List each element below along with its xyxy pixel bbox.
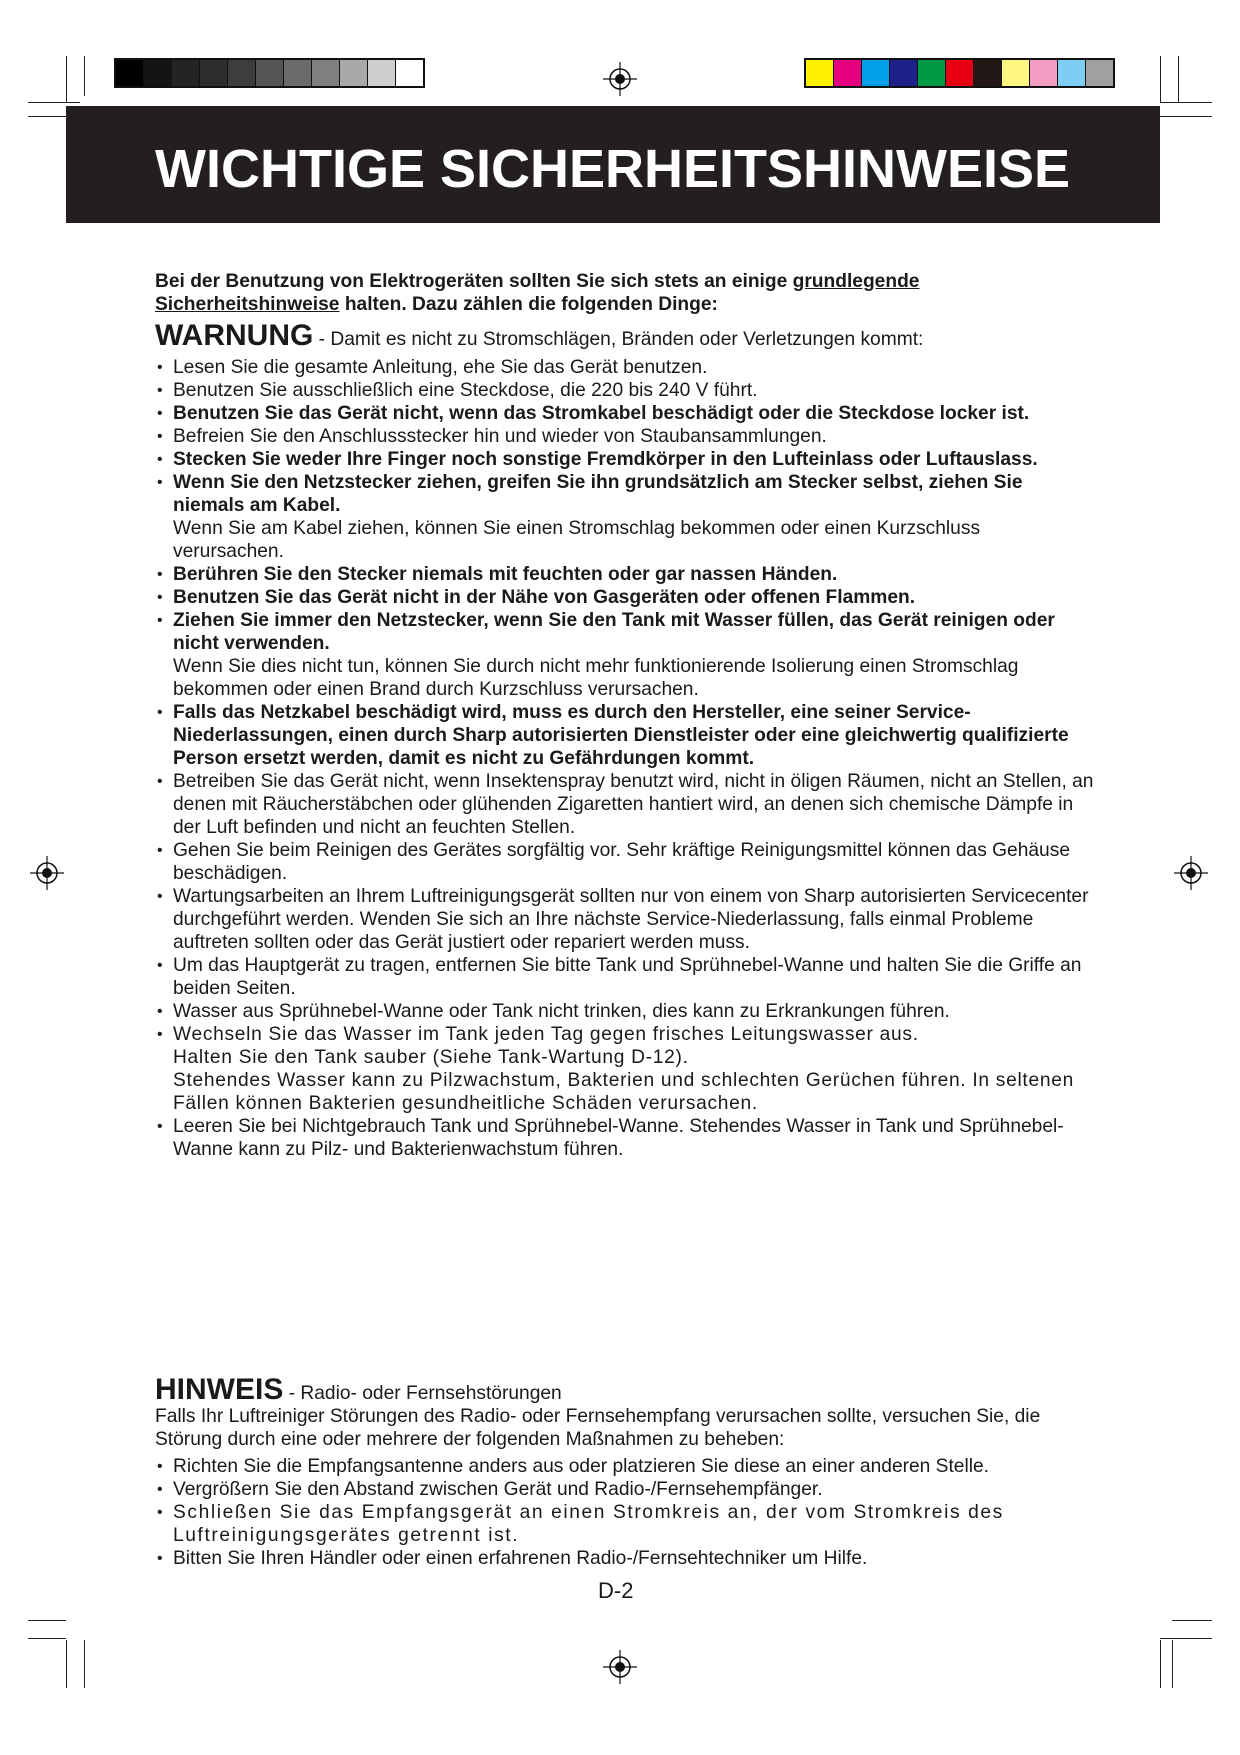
color-swatch [368,60,396,86]
warnung-item-text: Wasser aus Sprühnebel-Wanne oder Tank nicht trinken, dies kann zu Erkrankungen führen. [173,1001,950,1022]
hinweis-intro: Falls Ihr Luftreiniger Störungen des Radio- oder Fernsehempfang verursachen sollte, versuchen Sie, die Störung durch eine oder mehrere der folgenden Maßnahmen zu beheben: [155,1406,1041,1450]
crop-mark [84,1640,85,1688]
warnung-item-text: Stehendes Wasser kann zu Pilzwachstum, Bakterien und schlechten Gerüchen führen. In seltenen Fällen können Bakterien gesundheitliche Schäden verursachen. [173,1070,1074,1114]
hinweis-heading [155,1373,1095,1406]
color-swatch [172,60,200,86]
warnung-item-bold: Falls das Netzkabel beschädigt wird, muss es durch den Hersteller, eine seiner Service-Niederlassungen, einen durch Sharp autorisierten Dienstleister oder eine gleichwertig qualifizierte Person ersetzt werden, damit es nicht zu Gefährdungen kommt. [173,702,1069,769]
color-swatch [862,60,890,86]
warnung-item-text: Halten Sie den Tank sauber (Siehe Tank-Wartung D-12). [173,1047,689,1068]
warnung-item [155,1115,1095,1161]
hinweis-subtitle: - Radio- oder Fernsehstörungen [283,1383,562,1404]
warnung-item [155,563,1095,586]
crop-mark [1172,1620,1212,1621]
warnung-item [155,402,1095,425]
color-swatch [1030,60,1058,86]
crop-mark [28,1620,66,1621]
crop-mark [1160,102,1212,103]
warnung-item [155,701,1095,770]
warnung-item-bold: Benutzen Sie das Gerät nicht, wenn das Stromkabel beschädigt oder die Steckdose locker ist. [173,403,1030,424]
registration-mark-icon [30,856,64,890]
warnung-item-text: Wenn Sie dies nicht tun, können Sie durch nicht mehr funktionierende Isolierung einen Stromschlag bekommen oder einen Brand durch Kurzschluss verursachen. [173,656,1019,700]
color-swatch [340,60,368,86]
color-swatch [200,60,228,86]
hinweis-item: • Richten Sie die Empfangsantenne anders aus oder platzieren Sie diese an einer anderen Stelle. [155,1455,1095,1478]
color-swatch [396,60,423,86]
warnung-item [155,770,1095,839]
warnung-item-bold: Berühren Sie den Stecker niemals mit feuchten oder gar nassen Händen. [173,564,838,585]
registration-mark-icon [603,62,637,96]
title-banner [66,106,1160,223]
color-swatch [918,60,946,86]
warnung-item-bold: Ziehen Sie immer den Netzstecker, wenn Sie den Tank mit Wasser füllen, das Gerät reinigen oder nicht verwenden. [173,610,1055,654]
hinweis-title: HINWEIS [155,1373,284,1406]
crop-mark [1160,1638,1212,1639]
intro-lead: Bei der Benutzung von Elektrogeräten sollten Sie sich stets an einige [155,271,793,292]
warnung-item [155,448,1095,471]
warnung-heading [155,319,1095,352]
color-swatch [284,60,312,86]
color-swatch [946,60,974,86]
warnung-item [155,586,1095,609]
warnung-item-text: Wartungsarbeiten an Ihrem Luftreinigungsgerät sollten nur von einem von Sharp autorisierten Servicecenter durchgeführt werden. Wenden Sie sich an Ihre nächste Service-Niederlassung, falls einmal Probleme auftreten sollten oder das Gerät justiert oder repariert werden muss. [173,886,1089,953]
crop-mark [1160,116,1212,117]
color-swatch [144,60,172,86]
warnung-subtitle: - Damit es nicht zu Stromschlägen, Bränden oder Verletzungen kommt: [313,329,924,350]
main-content [155,270,1095,1161]
warnung-item [155,471,1095,563]
warnung-item-text: Befreien Sie den Anschlussstecker hin und wieder von Staubansammlungen. [173,426,827,447]
warnung-item-bold: Stecken Sie weder Ihre Finger noch sonstige Fremdkörper in den Lufteinlass oder Luftauslass. [173,449,1038,470]
warnung-item [155,839,1095,885]
crop-mark [28,1638,66,1639]
warnung-item-text: Gehen Sie beim Reinigen des Gerätes sorgfältig vor. Sehr kräftige Reinigungsmittel können das Gehäuse beschädigen. [173,840,1070,884]
color-swatch [974,60,1002,86]
warnung-item [155,885,1095,954]
crop-mark [66,56,67,102]
color-swatch [890,60,918,86]
color-swatch [1002,60,1030,86]
hinweis-list [155,1455,1095,1570]
warnung-item [155,425,1095,448]
color-swatch [1086,60,1113,86]
page-title: WICHTIGE SICHERHEITSHINWEISE [155,139,1071,199]
hinweis-item: • Bitten Sie Ihren Händler oder einen erfahrenen Radio-/Fernsehtechniker um Hilfe. [155,1547,1095,1570]
crop-mark [84,56,85,96]
hinweis-item: • Vergrößern Sie den Abstand zwischen Gerät und Radio-/Fernsehempfänger. [155,1478,1095,1501]
warnung-item-text: Wechseln Sie das Wasser im Tank jeden Tag gegen frisches Leitungswasser aus. [173,1024,919,1045]
warnung-item-text: Wenn Sie am Kabel ziehen, können Sie einen Stromschlag bekommen oder einen Kurzschluss verursachen. [173,518,981,562]
hinweis-section [155,1373,1095,1570]
color-swatch [228,60,256,86]
page-number: D-2 [598,1578,634,1603]
warnung-list [155,356,1095,1161]
registration-mark-icon [603,1650,637,1684]
intro-underlined: grundlegende Sicherheitshinweise [155,271,920,315]
color-swatch [116,60,144,86]
crop-mark [28,102,80,103]
warnung-item-text: Lesen Sie die gesamte Anleitung, ehe Sie das Gerät benutzen. [173,357,708,378]
crop-mark [66,1640,67,1688]
color-swatch [834,60,862,86]
warnung-item [155,1023,1095,1115]
color-swatch [312,60,340,86]
crop-mark [1172,1640,1173,1688]
color-swatch [256,60,284,86]
warnung-item [155,609,1095,701]
cmyk-color-bar [804,58,1115,88]
warnung-item-bold: Benutzen Sie das Gerät nicht in der Nähe von Gasgeräten oder offenen Flammen. [173,587,916,608]
intro-tail: halten. Dazu zählen die folgenden Dinge: [339,294,718,315]
hinweis-item: • Schließen Sie das Empfangsgerät an einen Stromkreis an, der vom Stromkreis des Luftreinigungsgerätes getrennt ist. [155,1501,1095,1547]
warnung-item-text: Benutzen Sie ausschließlich eine Steckdose, die 220 bis 240 V führt. [173,380,758,401]
warnung-title: WARNUNG [155,319,314,352]
registration-mark-icon [1174,856,1208,890]
warnung-item-text: Betreiben Sie das Gerät nicht, wenn Insektenspray benutzt wird, nicht in öligen Räumen, nicht an Stellen, an denen mit Räucherstäbchen oder glühenden Zigaretten hantiert wird, an denen sich chemische Dämpfe in der Luft befinden und nicht an feuchten Stellen. [173,771,1094,838]
crop-mark [1178,56,1179,102]
warnung-item-text: Um das Hauptgerät zu tragen, entfernen Sie bitte Tank und Sprühnebel-Wanne und halten Sie die Griffe an beiden Seiten. [173,955,1082,999]
gray-color-bar [114,58,425,88]
crop-mark [1160,56,1161,102]
color-swatch [806,60,834,86]
warnung-item [155,379,1095,402]
warnung-item-text: Leeren Sie bei Nichtgebrauch Tank und Sprühnebel-Wanne. Stehendes Wasser in Tank und Sprühnebel-Wanne kann zu Pilz- und Bakterienwachstum führen. [173,1116,1064,1160]
color-swatch [1058,60,1086,86]
warnung-item [155,1000,1095,1023]
intro-paragraph [155,270,1095,316]
crop-mark [1160,1640,1161,1688]
warnung-item [155,356,1095,379]
warnung-item-bold: Wenn Sie den Netzstecker ziehen, greifen Sie ihn grundsätzlich am Stecker selbst, ziehen Sie niemals am Kabel. [173,472,1023,516]
warnung-item [155,954,1095,1000]
